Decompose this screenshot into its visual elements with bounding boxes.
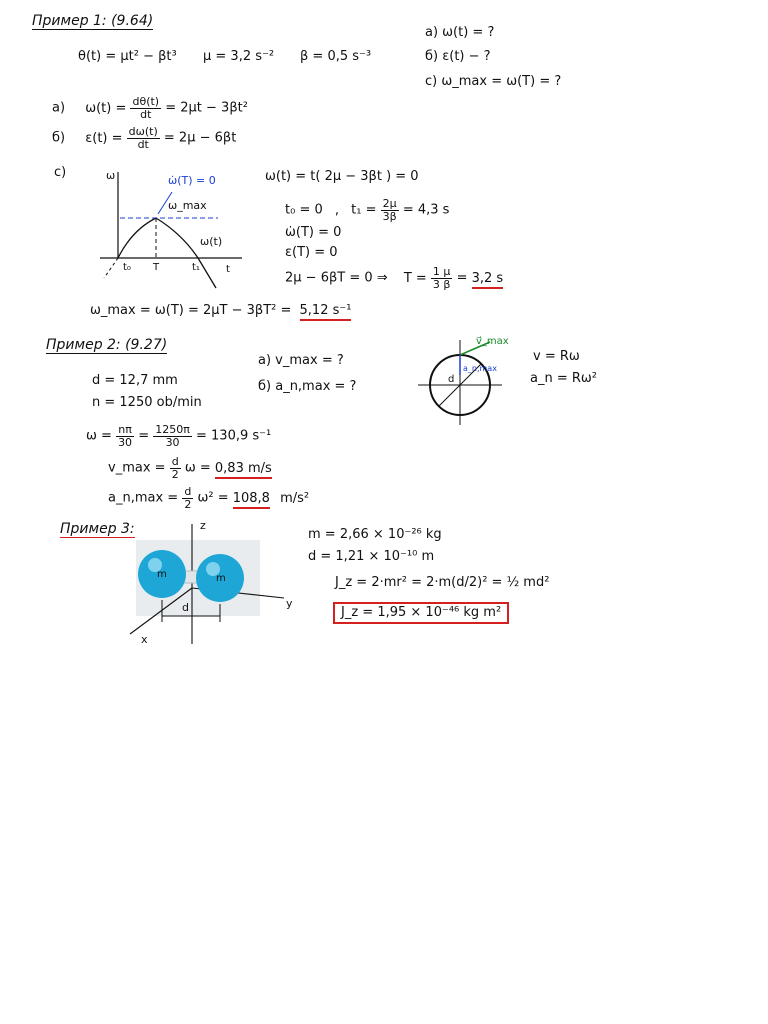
graph-label-t1: t₁ [192,262,200,273]
ex1-c-t1-num: 2μ [382,197,397,210]
ex2-omega-frac1 [116,424,134,448]
ex2-omega-num2: 1250π [155,423,190,436]
ex3-fig-x: x [141,633,148,646]
ex1-c-wdot: ω̇(T) = 0 [285,225,342,240]
ex2-omega-line [86,424,271,448]
ex1-question-a: a) ω(t) = ? [425,25,495,40]
ex1-c-T-line [285,266,503,290]
ex2-omega-den2: 30 [165,435,180,449]
ex2-a-mid: ω² = [197,490,229,506]
ex3-fig-z: z [200,519,206,532]
ex1-a-fraction [130,96,161,120]
ex2-omega-den1: 30 [118,435,133,449]
ex1-given-mu: μ = 3,2 s⁻² [203,49,275,64]
ex3-fig-m2: m [216,573,226,584]
ex2-a-line [108,486,309,510]
ex1-given-theta: θ(t) = μt² − βt³ [78,49,177,64]
ex1-c-wmax-answer: 5,12 s⁻¹ [300,303,352,321]
ex1-b-rhs: = 2μ − 6βt [163,130,237,146]
ex1-c-t1-den: 3β [382,209,397,223]
ex1-a-lhs: ω(t) = [85,100,127,116]
graph-label-w: ω [106,169,116,182]
ex2-fig-an: a_n,max [463,364,497,373]
graph-omega-curve [118,218,216,288]
ex3-given-m: m = 2,66 × 10⁻²⁶ kg [308,527,442,542]
ex1-c-eq1: ω(t) = t( 2μ − 3βt ) = 0 [265,169,419,184]
ex1-c-T-num: 1 μ [432,265,451,278]
ex1-heading: Пример 1: (9.64) [32,13,154,29]
graph-label-t0: t₀ [123,262,131,273]
ex1-a-rhs: = 2μt − 3βt² [165,100,248,116]
ex3-inertia-answer: J_z = 1,95 × 10⁻⁴⁶ kg m² [333,602,509,624]
ex1-c-t1-fraction [381,198,399,222]
ex2-heading: Пример 2: (9.27) [46,337,168,353]
ex2-question-a: a) v_max = ? [258,353,344,368]
ex1-question-b: б) ε(t) − ? [425,49,491,64]
ex1-c-T-lhs: T = [403,270,427,286]
ex1-c-label: c) [54,165,67,180]
ex1-b-num: dω(t) [128,125,158,138]
ex1-given-beta: β = 0,5 s⁻³ [300,49,372,64]
graph-label-t: t [226,264,230,275]
ex1-b-lhs: ε(t) = [85,130,123,146]
graph-label-wmax: ω_max [168,199,207,212]
ex2-a-den: 2 [184,497,192,511]
ex3-fig-d: d [182,601,189,614]
graph-label-wdot: ω̇(T) = 0 [168,174,216,187]
ex1-c-eps: ε(T) = 0 [285,245,338,260]
ex2-omega-num1: nπ [118,423,132,436]
ex1-part-a [52,96,248,120]
ex3-molecule-figure [122,518,302,650]
ex2-a-frac [182,486,193,510]
ex1-part-b [52,126,236,150]
ex3-heading: Пример 3: [60,521,135,537]
ex2-v-den: 2 [171,467,179,481]
ex1-c-T-eq: = [456,270,468,286]
ex2-v-num: d [171,455,179,468]
ex2-omega-frac2 [153,424,192,448]
ex3-given-d: d = 1,21 × 10⁻¹⁰ m [308,549,435,564]
ex1-c-wmax: ω_max = ω(T) = 2μT − 3βT² = [90,303,292,318]
ex2-given-n: n = 1250 ob/min [92,395,202,410]
ex2-omega-eq: = [138,428,150,444]
ex2-fig-v: v⃗_max [476,336,509,347]
graph-neg-extension [104,258,118,278]
ex2-given-d: d = 12,7 mm [92,373,178,388]
ex1-b-label: б) [52,130,66,146]
ex1-a-den: dt [140,107,152,121]
ex1-b-den: dt [137,137,149,151]
ex1-question-c: c) ω_max = ω(T) = ? [425,74,562,89]
ex1-c-T-den: 3 β [432,277,451,291]
ex2-omega-rhs: = 130,9 s⁻¹ [196,428,272,444]
ex2-omega-lhs: ω = [86,428,112,444]
ex2-formula-a: a_n = Rω² [530,371,597,386]
graph-label-curve: ω(t) [200,235,223,248]
ex2-formula-v: v = Rω [533,349,580,364]
ex2-a-num: d [184,485,192,498]
ex1-c-eq2: 2μ − 6βT = 0 ⇒ [285,270,388,286]
ex1-a-label: a) [52,100,66,116]
ex2-a-lhs: a_n,max = [108,490,179,506]
ex1-c-wmax-line [90,304,351,318]
ex3-fig-m1: m [157,569,167,580]
ex1-c-T-fraction [431,266,453,290]
ex3-inertia-eq: J_z = 2·mr² = 2·m(d/2)² = ½ md² [335,575,550,590]
ex1-c-t0: t₀ = 0 [285,202,323,218]
ex1-a-num: dθ(t) [132,95,160,108]
ex2-v-answer: 0,83 m/s [215,461,272,479]
ex1-c-t1-rhs: = 4,3 s [402,202,450,218]
ex1-b-fraction [127,126,160,150]
ex2-question-b: б) a_n,max = ? [258,379,357,394]
ex2-fig-d: d [448,374,455,385]
ex2-v-frac [170,456,181,480]
ex2-wheel-figure [420,330,530,430]
ex1-c-t1-line: t₀ = 0 , t₁ = $\frac{2\mu}{3\beta}$ = 4,3 s [285,197,450,223]
ex2-v-line [108,456,272,480]
ex2-a-answer: 108,8 [233,491,270,509]
ex3-fig-y: y [286,597,293,610]
ex2-v-lhs: v_max = [108,460,166,476]
ex1-c-t1-lhs: t₁ = [351,202,377,218]
ex2-v-mid: ω = [184,460,211,476]
ex2-a-unit: m/s² [280,490,310,506]
graph-label-T: T [153,262,160,273]
ex1-c-T-answer: 3,2 s [472,271,504,289]
